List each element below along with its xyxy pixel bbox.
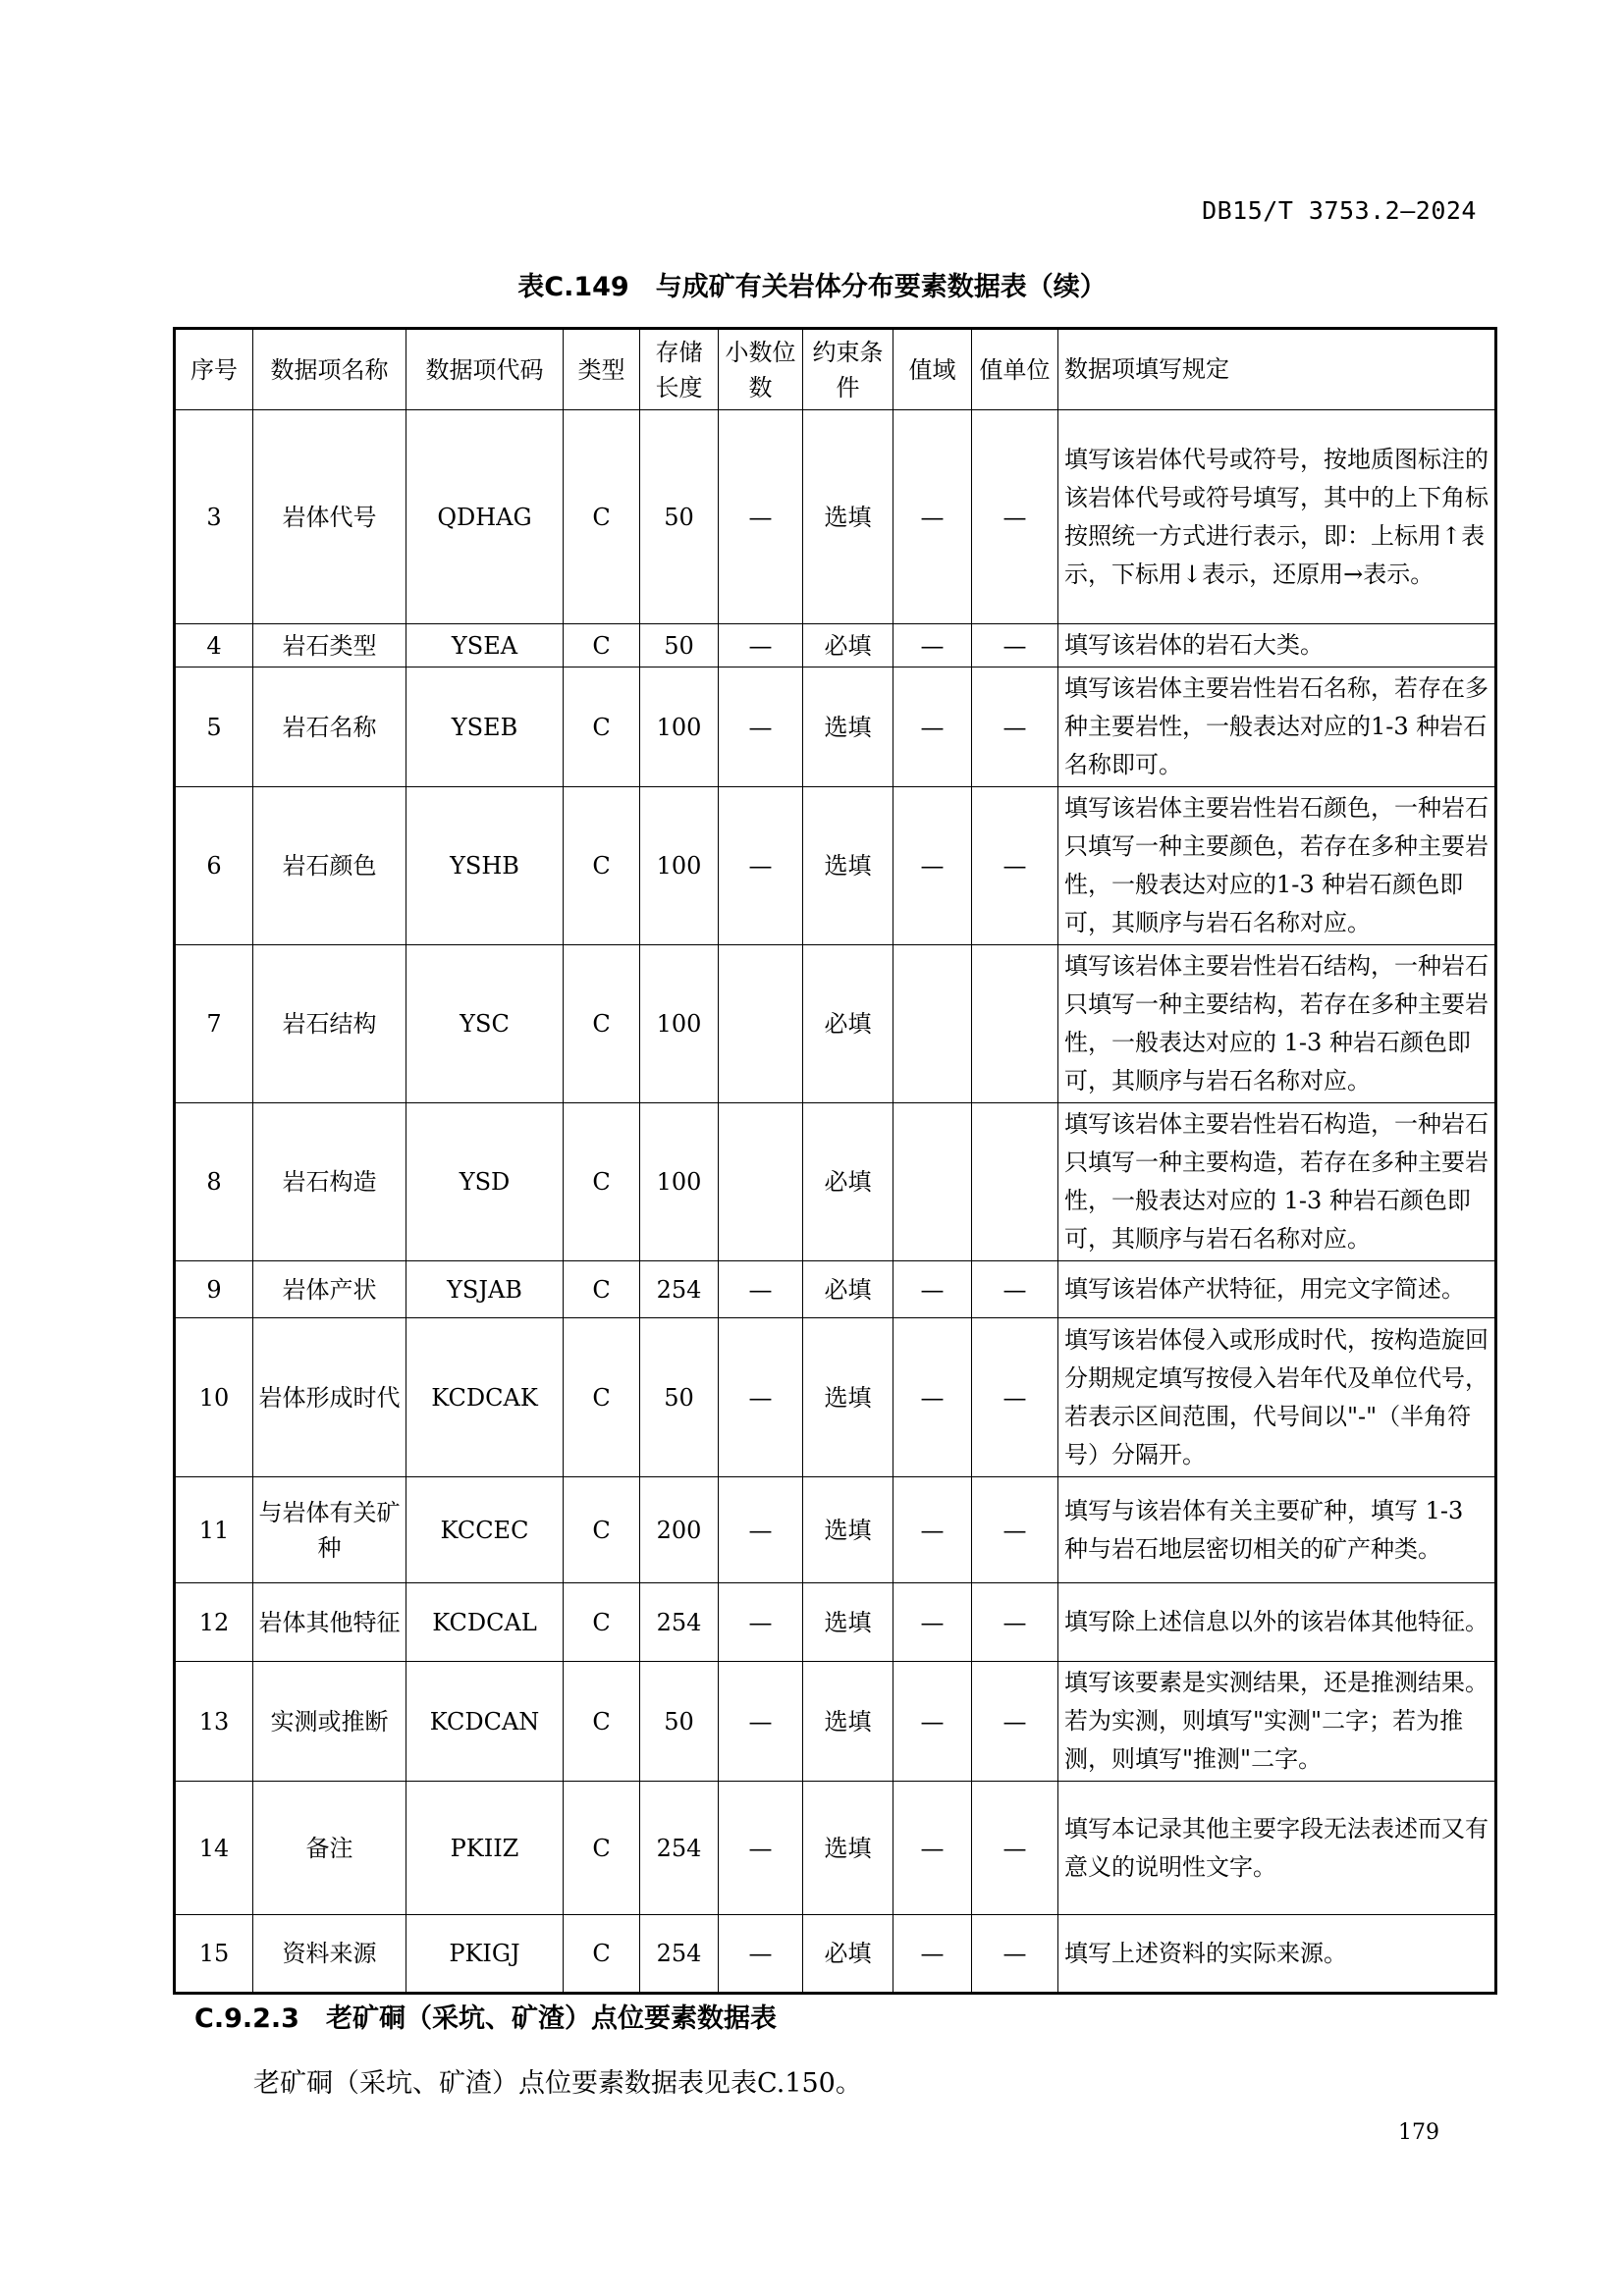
table-row: [175, 1662, 1496, 1782]
cell-type: C: [564, 1261, 640, 1318]
header-decimals: 小数位数: [719, 329, 803, 410]
data-table: [173, 327, 1497, 1995]
cell-domain: —: [893, 1583, 972, 1662]
cell-name: 实测或推断: [253, 1662, 406, 1782]
cell-type: C: [564, 945, 640, 1103]
table-row: [175, 945, 1496, 1103]
standard-code: DB15/T 3753.2—2024: [1202, 196, 1477, 225]
table-row: [175, 1261, 1496, 1318]
cell-name: 岩石名称: [253, 667, 406, 787]
cell-length: 100: [640, 667, 719, 787]
cell-domain: [893, 945, 972, 1103]
table-row: [175, 1318, 1496, 1477]
cell-domain: [893, 1103, 972, 1261]
cell-domain: —: [893, 1261, 972, 1318]
cell-length: 254: [640, 1261, 719, 1318]
table-row: [175, 1782, 1496, 1915]
cell-code: KCDCAL: [406, 1583, 564, 1662]
cell-unit: [972, 945, 1058, 1103]
cell-unit: —: [972, 1583, 1058, 1662]
cell-seq: 9: [175, 1261, 253, 1318]
cell-domain: —: [893, 1915, 972, 1994]
cell-type: C: [564, 1103, 640, 1261]
table-row: [175, 1477, 1496, 1583]
cell-constraint: 选填: [803, 667, 893, 787]
cell-seq: 14: [175, 1782, 253, 1915]
table-title: 表C.149 与成矿有关岩体分布要素数据表（续）: [517, 272, 1107, 302]
cell-unit: —: [972, 1915, 1058, 1994]
cell-rule: 填写该岩体代号或符号，按地质图标注的该岩体代号或符号填写，其中的上下角标按照统一方式进行表示，即：上标用↑表示，下标用↓表示，还原用→表示。: [1058, 410, 1496, 624]
cell-code: YSEA: [406, 624, 564, 667]
cell-rule: 填写该岩体主要岩性岩石构造，一种岩石只填写一种主要构造，若存在多种主要岩性，一般表达对应的 1-3 种岩石颜色即可，其顺序与岩石名称对应。: [1058, 1103, 1496, 1261]
cell-seq: 10: [175, 1318, 253, 1477]
cell-name: 岩体代号: [253, 410, 406, 624]
cell-name: 岩体形成时代: [253, 1318, 406, 1477]
cell-seq: 3: [175, 410, 253, 624]
cell-code: PKIGJ: [406, 1915, 564, 1994]
cell-name: 岩石颜色: [253, 787, 406, 945]
cell-length: 200: [640, 1477, 719, 1583]
cell-code: YSJAB: [406, 1261, 564, 1318]
cell-rule: 填写该岩体侵入或形成时代，按构造旋回分期规定填写按侵入岩年代及单位代号，若表示区间范围，代号间以"-"（半角符号）分隔开。: [1058, 1318, 1496, 1477]
cell-type: C: [564, 1318, 640, 1477]
cell-length: 100: [640, 787, 719, 945]
header-name: 数据项名称: [253, 329, 406, 410]
cell-domain: —: [893, 1782, 972, 1915]
cell-code: KCDCAK: [406, 1318, 564, 1477]
cell-seq: 4: [175, 624, 253, 667]
cell-rule: 填写本记录其他主要字段无法表述而又有意义的说明性文字。: [1058, 1782, 1496, 1915]
cell-length: 100: [640, 945, 719, 1103]
cell-name: 岩体产状: [253, 1261, 406, 1318]
cell-rule: 填写除上述信息以外的该岩体其他特征。: [1058, 1583, 1496, 1662]
cell-decimals: —: [719, 1261, 803, 1318]
cell-code: KCCEC: [406, 1477, 564, 1583]
cell-constraint: 必填: [803, 1261, 893, 1318]
cell-type: C: [564, 1477, 640, 1583]
cell-rule: 填写与该岩体有关主要矿种，填写 1-3 种与岩石地层密切相关的矿产种类。: [1058, 1477, 1496, 1583]
cell-code: YSEB: [406, 667, 564, 787]
page-number: 179: [1398, 2120, 1439, 2145]
section-body: 老矿硐（采坑、矿渣）点位要素数据表见表C.150。: [253, 2068, 862, 2099]
cell-domain: —: [893, 787, 972, 945]
cell-code: KCDCAN: [406, 1662, 564, 1782]
cell-code: QDHAG: [406, 410, 564, 624]
cell-rule: 填写该岩体的岩石大类。: [1058, 624, 1496, 667]
cell-code: YSD: [406, 1103, 564, 1261]
table-row: [175, 787, 1496, 945]
table-row: [175, 1583, 1496, 1662]
cell-code: YSC: [406, 945, 564, 1103]
cell-name: 岩石类型: [253, 624, 406, 667]
cell-length: 50: [640, 1318, 719, 1477]
header-length: 存储长度: [640, 329, 719, 410]
cell-type: C: [564, 1662, 640, 1782]
cell-constraint: 选填: [803, 1782, 893, 1915]
cell-seq: 13: [175, 1662, 253, 1782]
cell-constraint: 必填: [803, 624, 893, 667]
cell-type: C: [564, 624, 640, 667]
section-heading: C.9.2.3 老矿硐（采坑、矿渣）点位要素数据表: [194, 2003, 777, 2034]
cell-seq: 12: [175, 1583, 253, 1662]
cell-code: YSHB: [406, 787, 564, 945]
cell-name: 与岩体有关矿种: [253, 1477, 406, 1583]
header-seq: 序号: [175, 329, 253, 410]
cell-name: 岩石构造: [253, 1103, 406, 1261]
cell-rule: 填写该要素是实测结果，还是推测结果。若为实测，则填写"实测"二字；若为推测，则填写"推测"二字。: [1058, 1662, 1496, 1782]
cell-unit: [972, 1103, 1058, 1261]
cell-domain: —: [893, 1318, 972, 1477]
cell-decimals: —: [719, 1318, 803, 1477]
cell-domain: —: [893, 667, 972, 787]
cell-type: C: [564, 667, 640, 787]
header-code: 数据项代码: [406, 329, 564, 410]
header-rule: 数据项填写规定: [1058, 329, 1496, 410]
cell-constraint: 必填: [803, 945, 893, 1103]
header-unit: 值单位: [972, 329, 1058, 410]
cell-seq: 7: [175, 945, 253, 1103]
cell-domain: —: [893, 410, 972, 624]
cell-decimals: —: [719, 787, 803, 945]
cell-rule: 填写该岩体主要岩性岩石名称，若存在多种主要岩性，一般表达对应的1-3 种岩石名称即可。: [1058, 667, 1496, 787]
cell-decimals: —: [719, 1583, 803, 1662]
cell-code: PKIIZ: [406, 1782, 564, 1915]
cell-rule: 填写上述资料的实际来源。: [1058, 1915, 1496, 1994]
cell-decimals: —: [719, 1662, 803, 1782]
cell-seq: 8: [175, 1103, 253, 1261]
cell-domain: —: [893, 1662, 972, 1782]
cell-unit: —: [972, 624, 1058, 667]
table-row: [175, 624, 1496, 667]
cell-domain: —: [893, 1477, 972, 1583]
cell-decimals: —: [719, 667, 803, 787]
cell-decimals: [719, 945, 803, 1103]
cell-type: C: [564, 1583, 640, 1662]
cell-rule: 填写该岩体主要岩性岩石颜色，一种岩石只填写一种主要颜色，若存在多种主要岩性，一般表达对应的1-3 种岩石颜色即可，其顺序与岩石名称对应。: [1058, 787, 1496, 945]
cell-unit: —: [972, 1261, 1058, 1318]
cell-decimals: —: [719, 624, 803, 667]
cell-seq: 15: [175, 1915, 253, 1994]
cell-name: 资料来源: [253, 1915, 406, 1994]
cell-length: 254: [640, 1583, 719, 1662]
cell-type: C: [564, 1915, 640, 1994]
cell-unit: —: [972, 1318, 1058, 1477]
table-row: [175, 410, 1496, 624]
cell-type: C: [564, 1782, 640, 1915]
cell-constraint: 选填: [803, 1477, 893, 1583]
cell-length: 254: [640, 1915, 719, 1994]
cell-decimals: —: [719, 1782, 803, 1915]
cell-unit: —: [972, 667, 1058, 787]
table-row: [175, 667, 1496, 787]
cell-constraint: 选填: [803, 1318, 893, 1477]
cell-constraint: 选填: [803, 1583, 893, 1662]
cell-name: 岩体其他特征: [253, 1583, 406, 1662]
cell-length: 50: [640, 1662, 719, 1782]
header-type: 类型: [564, 329, 640, 410]
cell-unit: —: [972, 1782, 1058, 1915]
cell-length: 50: [640, 410, 719, 624]
cell-unit: —: [972, 787, 1058, 945]
cell-constraint: 必填: [803, 1915, 893, 1994]
cell-unit: —: [972, 1662, 1058, 1782]
cell-decimals: —: [719, 1477, 803, 1583]
table-header-row: [175, 329, 1496, 410]
cell-type: C: [564, 787, 640, 945]
cell-decimals: —: [719, 410, 803, 624]
cell-rule: 填写该岩体主要岩性岩石结构，一种岩石只填写一种主要结构，若存在多种主要岩性，一般表达对应的 1-3 种岩石颜色即可，其顺序与岩石名称对应。: [1058, 945, 1496, 1103]
table-row: [175, 1915, 1496, 1994]
cell-decimals: [719, 1103, 803, 1261]
cell-constraint: 选填: [803, 410, 893, 624]
cell-constraint: 必填: [803, 1103, 893, 1261]
cell-seq: 6: [175, 787, 253, 945]
cell-length: 50: [640, 624, 719, 667]
cell-unit: —: [972, 410, 1058, 624]
cell-constraint: 选填: [803, 1662, 893, 1782]
cell-length: 100: [640, 1103, 719, 1261]
table-row: [175, 1103, 1496, 1261]
cell-seq: 5: [175, 667, 253, 787]
cell-name: 岩石结构: [253, 945, 406, 1103]
cell-rule: 填写该岩体产状特征，用完文字简述。: [1058, 1261, 1496, 1318]
cell-unit: —: [972, 1477, 1058, 1583]
cell-seq: 11: [175, 1477, 253, 1583]
cell-domain: —: [893, 624, 972, 667]
cell-length: 254: [640, 1782, 719, 1915]
cell-constraint: 选填: [803, 787, 893, 945]
cell-decimals: —: [719, 1915, 803, 1994]
cell-name: 备注: [253, 1782, 406, 1915]
cell-type: C: [564, 410, 640, 624]
table-body: [175, 410, 1496, 1994]
header-constraint: 约束条件: [803, 329, 893, 410]
header-domain: 值域: [893, 329, 972, 410]
